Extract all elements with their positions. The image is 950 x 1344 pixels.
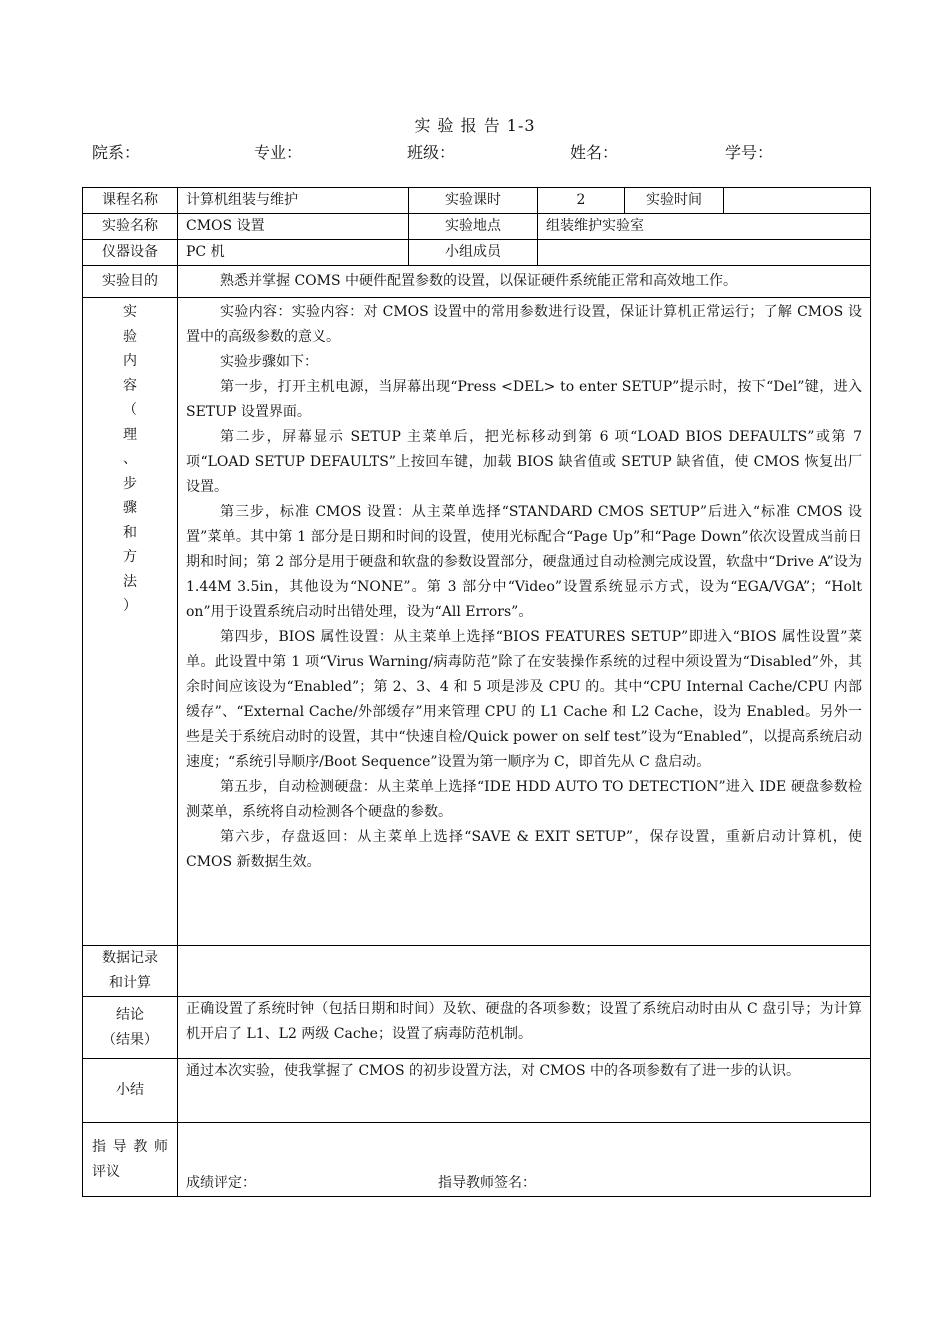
name-label: 姓名：: [570, 143, 619, 162]
conclusion-value: [178, 997, 871, 1059]
data-label: [83, 946, 178, 997]
content-label-char: 方: [123, 549, 137, 565]
lab-location-value: 组装维护实验室: [538, 214, 871, 240]
content-label-char: 实: [123, 304, 137, 320]
content-label-char: 法: [123, 573, 137, 590]
department-label: 院系：: [92, 143, 141, 162]
content-label-char: 、: [123, 451, 137, 467]
lab-hours-label: 实验课时: [409, 188, 538, 214]
content-paragraph: 第一步，打开主机电源，当屏幕出现“Press <DEL> to enter SETUP”提示时，按下“Del”键，进入 SETUP 设置界面。: [186, 379, 862, 420]
lab-time-value: [724, 188, 871, 214]
content-paragraph: 实验步骤如下：: [220, 354, 318, 370]
major-label: 专业：: [254, 143, 303, 162]
teacher-comment-label: [83, 1123, 178, 1197]
content-label-vertical: [91, 298, 169, 619]
table-row: [83, 1123, 871, 1197]
lab-hours-value: 2: [538, 188, 625, 214]
class-label: 班级：: [407, 143, 456, 162]
data-value: [178, 946, 871, 997]
content-label-char: ）: [123, 598, 137, 614]
teacher-comment-label-line2: 评议: [92, 1163, 120, 1180]
lab-location-label: 实验地点: [409, 214, 538, 240]
conclusion-label-line2: （结果）: [102, 1031, 158, 1048]
group-label: 小组成员: [409, 240, 538, 266]
conclusion-label-line1: 结论: [116, 1006, 144, 1023]
content-paragraph: 第四步，BIOS 属性设置：从主菜单上选择“BIOS FEATURES SETUP”即进入“BIOS 属性设置”菜单。此设置中第 1 项“Virus Warning/病毒防范”除了在安装操作系统的过程中须设置为“Disabled”外，其余时间应该设为“Enabled”；第 2、3、4 和 5 项是涉及 CPU 的。其中“CPU Internal Cache/CPU 内部缓存”、“External Cache/外部缓存”用来管理 CPU 的 L1 Cache 和 L2 Cache，设为 Enabled。另外一些是关于系统启动时的设置，其中“快速自检/Quick power on self test”设为“Enabled”，以提高系统启动速度；“系统引导顺序/Boot Sequence”设置为第一顺序为 C，即首先从 C 盘启动。: [186, 629, 862, 770]
content-paragraph: 第二步，屏幕显示 SETUP 主菜单后，把光标移动到第 6 项“LOAD BIOS DEFAULTS”或第 7 项“LOAD SETUP DEFAULTS”上按回车键，加载 BIOS 缺省值或 SETUP 缺省值，使 CMOS 恢复出厂设置。: [186, 429, 862, 495]
table-row: [83, 298, 871, 946]
purpose-value: [178, 266, 871, 298]
content-value: [178, 298, 871, 946]
table-row: [83, 997, 871, 1059]
group-value: [538, 240, 871, 266]
data-label-line2: 和计算: [109, 975, 151, 991]
content-label-char: 步: [123, 475, 137, 492]
purpose-label: 实验目的: [83, 266, 178, 298]
content-label-char: 骤: [123, 500, 137, 516]
content-label-char: 验: [123, 328, 137, 345]
report-table: [82, 187, 871, 1197]
content-label-char: 理: [123, 426, 137, 443]
conclusion-text: 正确设置了系统时钟（包括日期和时间）及软、硬盘的各项参数；设置了系统启动时由从 C 盘引导；为计算机开启了 L1、L2 两级 Cache；设置了病毒防范机制。: [186, 1001, 862, 1042]
conclusion-label: [83, 997, 178, 1059]
course-name-value: 计算机组装与维护: [178, 188, 409, 214]
table-row: [83, 266, 871, 298]
grade-label: 成绩评定：: [186, 1175, 256, 1191]
content-paragraph: 实验内容：实验内容：对 CMOS 设置中的常用参数进行设置，保证计算机正常运行；了解 CMOS 设置中的高级参数的意义。: [186, 304, 862, 345]
summary-text: 通过本次实验，使我掌握了 CMOS 的初步设置方法，对 CMOS 中的各项参数有了进一步的认识。: [186, 1063, 801, 1079]
table-row: [83, 188, 871, 214]
lab-time-label: 实验时间: [625, 188, 724, 214]
content-paragraphs: [186, 300, 862, 875]
content-paragraph: 第六步，存盘返回：从主菜单上选择“SAVE & EXIT SETUP”，保存设置，重新启动计算机，使 CMOS 新数据生效。: [186, 829, 862, 870]
purpose-text: 熟悉并掌握 COMS 中硬件配置参数的设置，以保证硬件系统能正常和高效地工作。: [220, 273, 738, 289]
signature-row: [186, 1171, 862, 1196]
header-fields: [92, 140, 792, 162]
content-paragraph: 第三步，标准 CMOS 设置：从主菜单选择“STANDARD CMOS SETUP”后进入“标准 CMOS 设置”菜单。其中第 1 部分是日期和时间的设置，使用光标配合“Page Up”和“Page Down”依次设置成当前日期和时间；第 2 部分是用于硬盘和软盘的参数设置部分，硬盘通过自动检测完成设置，软盘中“Drive A”设为 1.44M 3.5in，其他设为“NONE”。第 3 部分中“Video”设置系统显示方式，设为“EGA/VGA”；“Holt on”用于设置系统启动时出错处理，设为“All Errors”。: [186, 504, 862, 620]
content-label-char: 和: [123, 524, 137, 541]
content-label-char: （: [123, 402, 137, 418]
table-row: [83, 946, 871, 997]
equipment-value: PC 机: [178, 240, 409, 266]
table-row: [83, 1059, 871, 1123]
content-label-char: 容: [123, 377, 137, 394]
summary-label: 小结: [83, 1059, 178, 1123]
student-id-label: 学号：: [725, 143, 774, 162]
course-name-label: 课程名称: [83, 188, 178, 214]
teacher-comment-value: [178, 1123, 871, 1197]
content-label: [83, 298, 178, 946]
teacher-comment-label-line1: 指 导 教 师: [92, 1138, 168, 1155]
lab-name-value: CMOS 设置: [178, 214, 409, 240]
lab-name-label: 实验名称: [83, 214, 178, 240]
table-row: [83, 240, 871, 266]
teacher-sign-label: 指导教师签名：: [438, 1175, 536, 1191]
table-row: [83, 214, 871, 240]
equipment-label: 仪器设备: [83, 240, 178, 266]
content-label-char: 内: [123, 353, 137, 369]
content-paragraph: 第五步，自动检测硬盘：从主菜单上选择“IDE HDD AUTO TO DETECTION”进入 IDE 硬盘参数检测菜单，系统将自动检测各个硬盘的参数。: [186, 779, 862, 820]
report-title: 实 验 报 告 1-3: [414, 116, 536, 135]
data-label-line1: 数据记录: [102, 950, 158, 966]
summary-value: [178, 1059, 871, 1123]
